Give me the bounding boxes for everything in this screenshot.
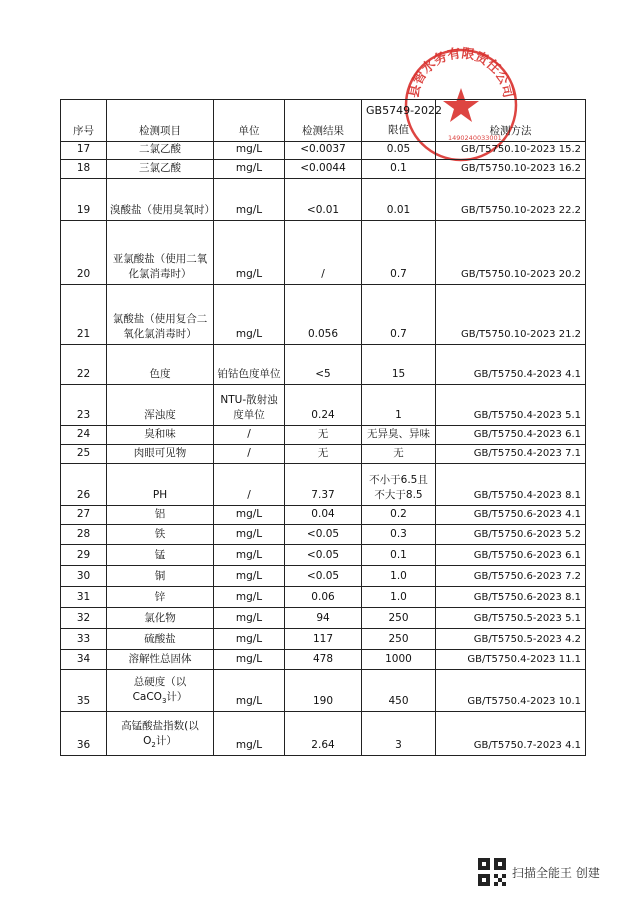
cell-limit: 0.05 [362,142,436,160]
cell-method: GB/T5750.4-2023 4.1 [436,345,586,385]
svg-text:1490240033001: 1490240033001 [448,134,502,142]
item-line2: CaCO [132,690,162,703]
cell-method: GB/T5750.6-2023 8.1 [436,587,586,608]
cell-seq: 19 [61,179,107,221]
cell-unit: mg/L [214,712,285,756]
cell-result: <0.05 [285,525,362,545]
cell-unit: NTU-散射浊度单位 [214,385,285,426]
cell-result: 0.04 [285,506,362,525]
cell-seq: 18 [61,160,107,179]
cell-method: GB/T5750.4-2023 6.1 [436,426,586,445]
cell-limit: 1000 [362,650,436,670]
cell-result: 无 [285,445,362,464]
cell-limit: 250 [362,629,436,650]
table-row [61,629,586,650]
cell-item: 溴酸盐（使用臭氧时） [107,179,214,221]
table-row [61,221,586,285]
item-subscript: 2 [151,741,156,749]
cell-result: <0.05 [285,566,362,587]
cell-result: / [285,221,362,285]
cell-unit: mg/L [214,285,285,345]
cell-seq: 32 [61,608,107,629]
cell-unit: mg/L [214,221,285,285]
table-row [61,545,586,566]
cell-method: GB/T5750.10-2023 15.2 [436,142,586,160]
table-row [61,587,586,608]
cell-item: 二氯乙酸 [107,142,214,160]
cell-seq: 20 [61,221,107,285]
cell-item: 锰 [107,545,214,566]
cell-seq: 29 [61,545,107,566]
cell-unit: mg/L [214,629,285,650]
table-row [61,160,586,179]
cell-seq: 24 [61,426,107,445]
cell-seq: 23 [61,385,107,426]
cell-result: <0.0037 [285,142,362,160]
cell-method: GB/T5750.5-2023 4.2 [436,629,586,650]
cell-seq: 36 [61,712,107,756]
cell-unit: / [214,426,285,445]
cell-limit: 0.3 [362,525,436,545]
cell-result: 94 [285,608,362,629]
cell-seq: 35 [61,670,107,712]
table-header-row [61,100,586,142]
item-subscript: 3 [161,697,167,705]
cell-seq: 33 [61,629,107,650]
item-line1: 总硬度（以 [133,675,187,688]
table-row [61,445,586,464]
cell-item: 锌 [107,587,214,608]
cell-item: 溶解性总固体 [107,650,214,670]
cell-seq: 30 [61,566,107,587]
cell-limit: 不小于6.5且不大于8.5 [362,464,436,506]
cell-method: GB/T5750.10-2023 22.2 [436,179,586,221]
cell-result: <0.0044 [285,160,362,179]
table-row [61,525,586,545]
cell-seq: 22 [61,345,107,385]
header-seq: 序号 [61,100,107,142]
cell-limit: 1.0 [362,566,436,587]
cell-item [107,670,214,712]
cell-unit: mg/L [214,650,285,670]
table-row [61,712,586,756]
header-standard: GB5749-2022 [366,104,443,117]
cell-item: 三氯乙酸 [107,160,214,179]
item-line2-end: 计） [166,690,188,703]
header-unit: 单位 [214,100,285,142]
cell-unit: mg/L [214,545,285,566]
cell-result: 2.64 [285,712,362,756]
cell-limit: 450 [362,670,436,712]
cell-method: GB/T5750.6-2023 4.1 [436,506,586,525]
cell-method: GB/T5750.10-2023 20.2 [436,221,586,285]
cell-seq: 31 [61,587,107,608]
cell-limit: 0.7 [362,221,436,285]
cell-method: GB/T5750.10-2023 16.2 [436,160,586,179]
cell-item: 铜 [107,566,214,587]
cell-method: GB/T5750.6-2023 5.2 [436,525,586,545]
cell-result: <0.05 [285,545,362,566]
cell-method: GB/T5750.4-2023 7.1 [436,445,586,464]
cell-item: 铁 [107,525,214,545]
cell-seq: 27 [61,506,107,525]
cell-result: 190 [285,670,362,712]
cell-method: GB/T5750.4-2023 10.1 [436,670,586,712]
cell-result: 无 [285,426,362,445]
cell-seq: 28 [61,525,107,545]
cell-item: 氯化物 [107,608,214,629]
cell-unit: mg/L [214,566,285,587]
cell-limit: 0.01 [362,179,436,221]
cell-seq: 21 [61,285,107,345]
cell-method: GB/T5750.6-2023 6.1 [436,545,586,566]
svg-text:县智水务有限责任公司: 县智水务有限责任公司 [406,46,516,100]
cell-result: 478 [285,650,362,670]
cell-item [107,712,214,756]
table-row [61,385,586,426]
cell-limit: 0.1 [362,545,436,566]
cell-limit: 无 [362,445,436,464]
water-quality-table-wrapper [60,99,585,756]
cell-unit: mg/L [214,587,285,608]
cell-unit: mg/L [214,670,285,712]
cell-item: 浑浊度 [107,385,214,426]
header-limit: 限值 [388,124,409,136]
cell-method: GB/T5750.10-2023 21.2 [436,285,586,345]
cell-unit: mg/L [214,506,285,525]
table-row [61,179,586,221]
cell-limit: 3 [362,712,436,756]
cell-unit: mg/L [214,608,285,629]
cell-method: GB/T5750.6-2023 7.2 [436,566,586,587]
cell-method: GB/T5750.4-2023 8.1 [436,464,586,506]
table-row [61,464,586,506]
cell-limit: 15 [362,345,436,385]
cell-limit: 1 [362,385,436,426]
cell-method: GB/T5750.7-2023 4.1 [436,712,586,756]
cell-limit: 无异臭、异味 [362,426,436,445]
cell-method: GB/T5750.5-2023 5.1 [436,608,586,629]
table-row [61,670,586,712]
item-line1: 高锰酸盐指数(以 [121,719,199,732]
cell-result: 0.06 [285,587,362,608]
cell-result: 0.24 [285,385,362,426]
cell-item: 臭和味 [107,426,214,445]
cell-method: GB/T5750.4-2023 5.1 [436,385,586,426]
table-row [61,285,586,345]
header-result: 检测结果 [285,100,362,142]
cell-limit: 0.1 [362,160,436,179]
cell-unit: / [214,464,285,506]
scanner-footer [478,858,600,886]
header-item: 检测项目 [107,100,214,142]
cell-item: 氯酸盐（使用复合二氧化氯消毒时） [107,285,214,345]
table-row [61,650,586,670]
cell-limit: 0.2 [362,506,436,525]
cell-limit: 1.0 [362,587,436,608]
header-method: 检测方法 [436,100,586,142]
cell-method: GB/T5750.4-2023 11.1 [436,650,586,670]
cell-item: 色度 [107,345,214,385]
cell-unit: 铂钴色度单位 [214,345,285,385]
cell-seq: 17 [61,142,107,160]
table-row [61,345,586,385]
cell-unit: mg/L [214,179,285,221]
item-line2: O [143,734,152,747]
item-line2-end: 计） [155,734,177,747]
cell-result: 7.37 [285,464,362,506]
water-quality-table [60,99,586,756]
table-row [61,608,586,629]
header-limit-cell [362,100,443,142]
cell-result: 117 [285,629,362,650]
cell-item: 亚氯酸盐（使用二氧化氯消毒时） [107,221,214,285]
cell-item: 铝 [107,506,214,525]
cell-unit: / [214,445,285,464]
cell-unit: mg/L [214,142,285,160]
cell-item: 肉眼可见物 [107,445,214,464]
cell-unit: mg/L [214,525,285,545]
cell-result: 0.056 [285,285,362,345]
table-row [61,426,586,445]
cell-result: <5 [285,345,362,385]
cell-result: <0.01 [285,179,362,221]
cell-seq: 26 [61,464,107,506]
cell-unit: mg/L [214,160,285,179]
table-row [61,142,586,160]
cell-item: 硫酸盐 [107,629,214,650]
cell-limit: 250 [362,608,436,629]
cell-limit: 0.7 [362,285,436,345]
table-row [61,506,586,525]
table-row [61,566,586,587]
qr-code-icon [478,858,506,886]
footer-text: 扫描全能王 创建 [512,865,600,880]
cell-seq: 25 [61,445,107,464]
cell-item: PH [107,464,214,506]
cell-seq: 34 [61,650,107,670]
